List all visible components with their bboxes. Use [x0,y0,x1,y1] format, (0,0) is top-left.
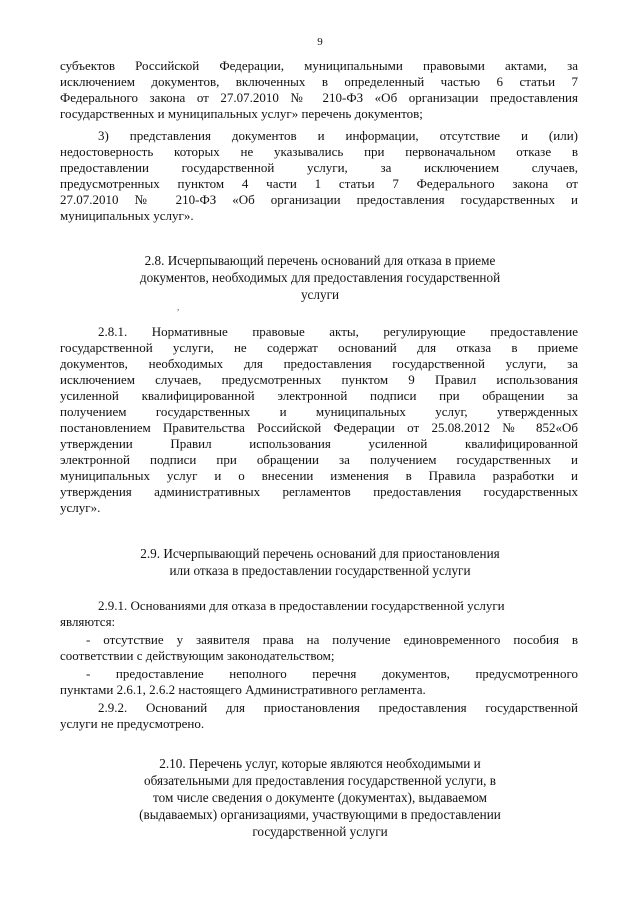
text-line: пунктами 2.6.1, 2.6.2 настоящего Административного регламента. [60,682,426,697]
text-line: Федерального закона от 27.07.2010 № 210-ФЗ «Об организации предоставления [60,90,578,105]
text-line: усиленной квалифицированной электронной подписи при обращении за [60,388,578,403]
text-line: 2.9.1. Основаниями для отказа в предоставлении государственной услуги [98,598,505,613]
text-line: утверждении Правил использования усиленной квалифицированной [60,436,578,451]
heading-line: том числе сведения о документе (документах), выдаваемом [153,790,487,805]
heading-line: документов, необходимых для предоставления государственной [139,270,501,285]
text-line: утверждения административных регламентов предоставления государственных [60,484,578,499]
section-heading-2-9 [100,545,540,579]
text-line: являются: [60,614,116,629]
text-line: государственных и муниципальных услуг» перечень документов; [60,106,423,121]
heading-line: 2.8. Исчерпывающий перечень оснований для отказа в приеме [144,253,496,268]
text-line: муниципальных услуг и о внесении изменения в Правила разработки и [60,468,578,483]
paragraph-2-9-2 [60,700,578,732]
heading-line: обязательными для предоставления государственной услуги, в [144,773,496,788]
paragraph-2-8-1 [60,324,578,516]
text-line: предусмотренных пунктом 4 части 1 статьи 7 Федерального закона от [60,176,578,191]
bullet-item-1 [60,632,578,664]
text-line: 2.9.2. Оснований для приостановления предоставления государственной [98,700,578,715]
text-line: услуг». [60,500,101,515]
text-line: исключением случаев, предусмотренных пунктом 9 Правил использования [60,372,578,387]
heading-line: (выдаваемых) организациями, участвующими в предоставлении [139,807,501,822]
bullet-item-2 [60,666,578,698]
text-line: получением государственных и муниципальных услуг, утвержденных [60,404,578,419]
text-line: 3) представления документов и информации, отсутствие и (или) [98,128,578,143]
heading-line: или отказа в предоставлении государственной услуги [169,563,471,578]
section-heading-2-8 [100,252,540,303]
text-line: - предоставление неполного перечня документов, предусмотренного [86,666,578,681]
text-line: предоставлении государственной услуги, за исключением случаев, [60,160,578,175]
text-line: субъектов Российской Федерации, муниципальными правовыми актами, за [60,58,578,73]
page-number: 9 [317,36,323,48]
section-heading-2-10 [100,755,540,840]
paragraph-item-3 [60,128,578,224]
text-line: услуги не предусмотрено. [60,716,205,731]
text-line: 2.8.1. Нормативные правовые акты, регулирующие предоставление [98,324,578,339]
text-line: соответствии с действующим законодательством; [60,648,335,663]
heading-line: 2.9. Исчерпывающий перечень оснований для приостановления [140,546,500,561]
paragraph-continuation [60,58,578,122]
text-line: муниципальных услуг». [60,208,194,223]
text-line: исключением документов, включенных в определенный частью 6 статьи 7 [60,74,578,89]
text-line: документов, необходимых для предоставления государственной услуги, за [60,356,578,371]
heading-line: государственной услуги [252,824,388,839]
text-line: 27.07.2010 № 210-ФЗ «Об организации предоставления государственных и [60,192,578,207]
text-line: государственной услуги, не содержат оснований для отказа в приеме [60,340,578,355]
text-line: электронной подписи при обращении за получением государственных и [60,452,578,467]
text-line: - отсутствие у заявителя права на получение единовременного пособия в [86,632,578,647]
paragraph-2-9-1 [60,598,578,630]
text-line: постановлением Правительства Российской Федерации от 25.08.2012 № 852«Об [60,420,578,435]
heading-line: услуги [300,287,340,302]
stray-mark: , [177,302,180,312]
text-line: недостоверность которых не указывались при первоначальном отказе в [60,144,578,159]
heading-line: 2.10. Перечень услуг, которые являются необходимыми и [159,756,481,771]
